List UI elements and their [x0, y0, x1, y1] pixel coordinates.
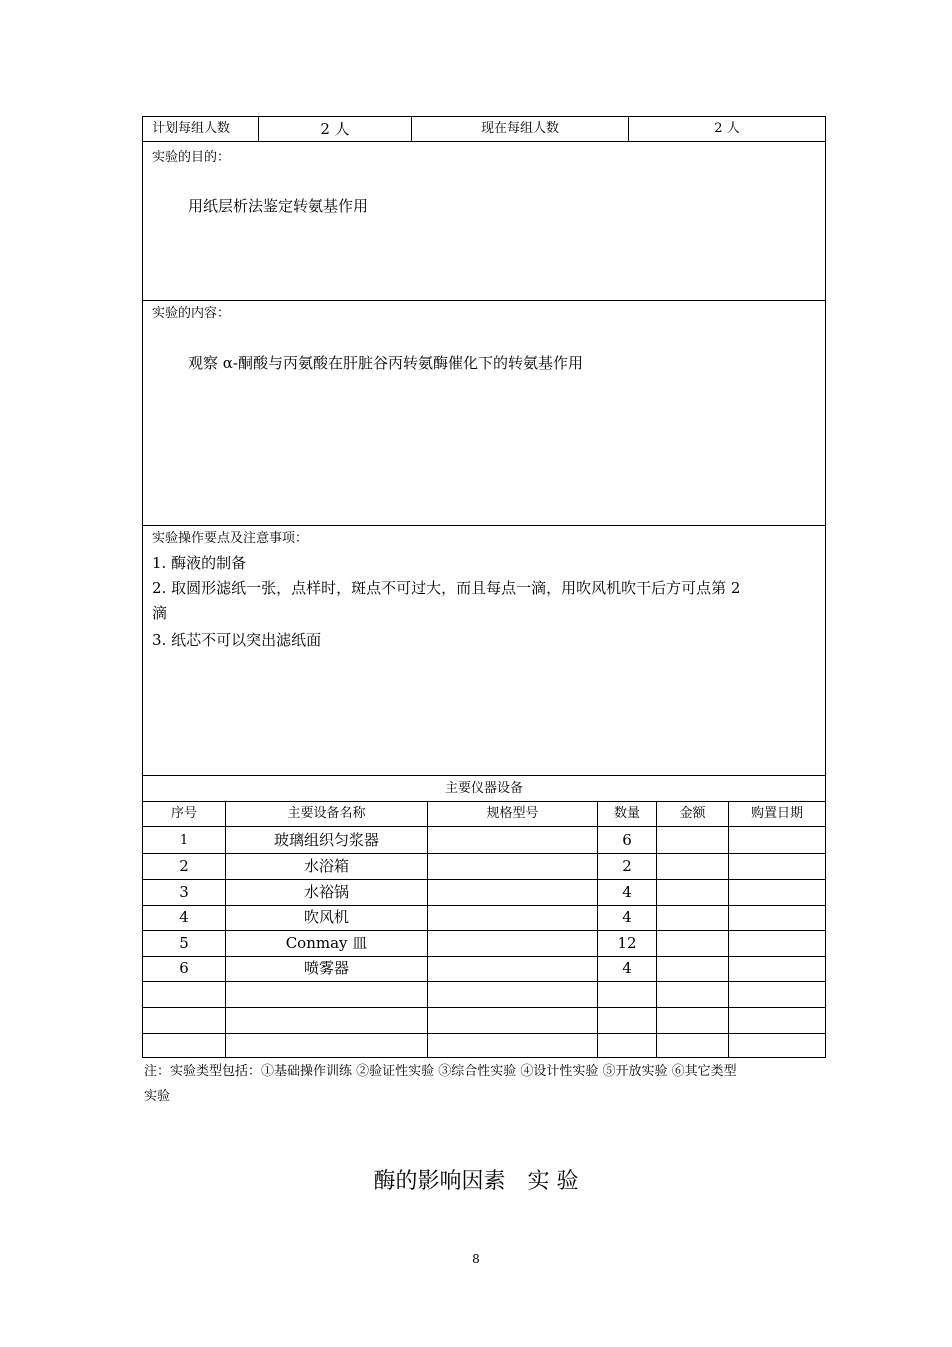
table-row-5-name: Conmay 皿 [285, 934, 368, 952]
table-row-1-name: 玻璃组织匀浆器 [273, 831, 379, 849]
current-group-size-value: 2 人 [714, 121, 740, 136]
divider [143, 981, 825, 982]
divider [656, 801, 657, 1057]
column-header-date: 购置日期 [750, 806, 803, 821]
divider [143, 853, 825, 854]
divider [143, 905, 825, 906]
divider [143, 300, 825, 301]
table-row-5-no: 5 [179, 934, 189, 952]
divider [143, 930, 825, 931]
content-text: 观察 α-酮酸与丙氨酸在肝脏谷丙转氨酶催化下的转氨基作用 [188, 354, 583, 372]
section-heading: 酶的影响因素 实 验 [373, 1169, 579, 1194]
table-row-5-qty: 12 [617, 934, 637, 952]
table-row-4-qty: 4 [622, 908, 632, 926]
table-row-2-qty: 2 [622, 857, 632, 875]
table-row-2-no: 2 [179, 857, 189, 875]
column-header-name: 主要设备名称 [287, 806, 366, 821]
purpose-text: 用纸层析法鉴定转氨基作用 [188, 197, 369, 215]
column-header-amount: 金额 [679, 806, 706, 821]
table-row-4-name: 吹风机 [303, 908, 349, 926]
notes-line-2-continued: 滴 [152, 604, 168, 622]
table-row-1-qty: 6 [622, 831, 632, 849]
planned-group-size-value: 2 人 [320, 120, 350, 138]
table-row-3-name: 水裕锅 [303, 883, 349, 901]
divider [143, 1007, 825, 1008]
page-number: 8 [472, 1252, 480, 1266]
divider [427, 801, 428, 1057]
divider [143, 775, 825, 776]
column-header-no: 序号 [170, 806, 197, 821]
purpose-label: 实验的目的： [152, 150, 231, 165]
divider [728, 801, 729, 1057]
notes-line-2: 2. 取圆形滤纸一张，点样时，斑点不可过大，而且每点一滴，用吹风机吹干后方可点第 2 [152, 579, 741, 597]
table-row-2-name: 水浴箱 [303, 857, 349, 875]
divider [143, 801, 825, 802]
notes-label: 实验操作要点及注意事项： [152, 531, 309, 546]
divider [143, 956, 825, 957]
notes-line-3: 3. 纸芯不可以突出滤纸面 [152, 631, 322, 649]
content-label: 实验的内容： [152, 306, 231, 321]
divider [143, 1033, 825, 1034]
divider [143, 826, 825, 827]
table-row-6-no: 6 [179, 959, 189, 977]
footnote-line-1: 注：实验类型包括：①基础操作训练 ②验证性实验 ③综合性实验 ④设计性实验 ⑤开放实验 ⑥其它类型 [144, 1064, 737, 1079]
column-header-spec: 规格型号 [486, 806, 539, 821]
notes-line-1: 1. 酶液的制备 [152, 554, 247, 572]
table-row-3-qty: 4 [622, 883, 632, 901]
equipment-section-title: 主要仪器设备 [444, 781, 523, 796]
column-header-qty: 数量 [613, 806, 640, 821]
current-group-size-label: 现在每组人数 [480, 121, 559, 136]
table-row-4-no: 4 [179, 908, 189, 926]
divider [143, 141, 825, 142]
planned-group-size-label: 计划每组人数 [152, 121, 231, 136]
table-row-6-qty: 4 [622, 959, 632, 977]
table-row-1-no: 1 [179, 833, 189, 848]
experiment-form-table [142, 116, 826, 1058]
table-row-3-no: 3 [179, 883, 189, 901]
divider [143, 525, 825, 526]
divider [143, 879, 825, 880]
footnote-line-2: 实验 [144, 1089, 171, 1104]
table-row-6-name: 喷雾器 [303, 959, 349, 977]
